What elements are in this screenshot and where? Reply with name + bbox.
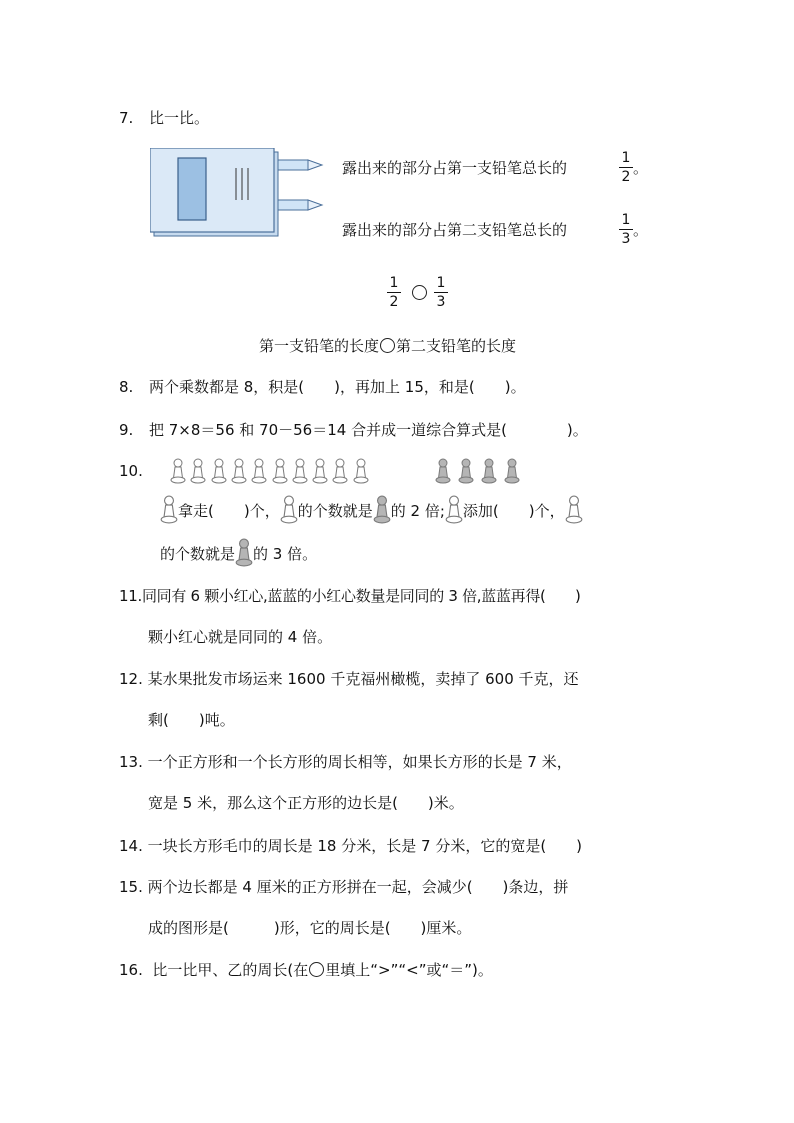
q11-line1: 11.同同有 6 颗小红心,蓝蓝的小红心数量是同同的 3 倍,蓝蓝再得( ): [119, 587, 581, 605]
fraction-denominator: 3: [621, 231, 631, 247]
compare-right-text: 第二支铅笔的长度: [396, 337, 517, 355]
q16-line: 16. 比一比甲、乙的周长(在 里填上“>”“<”或“＝”)。: [119, 961, 493, 979]
box: [150, 148, 274, 232]
q12-line2: 剩( )吨。: [148, 711, 235, 729]
q7-line2: 露出来的部分占第二支铅笔总长的: [342, 221, 568, 239]
q9-label: 9.: [119, 421, 134, 439]
q16-label: 16.: [119, 961, 143, 979]
q13-line1: 13. 一个正方形和一个长方形的周长相等，如果长方形的长是 7 米，: [119, 753, 572, 771]
compare-left-text: 第一支铅笔的长度: [259, 337, 380, 355]
white-pawn-icon: [280, 495, 298, 529]
pencil-1: [278, 160, 322, 170]
white-pawn-icon: [160, 495, 178, 529]
white-pawn-icon: [445, 495, 463, 529]
pencil-2: [278, 200, 322, 210]
q14-line1: 14. 一块长方形毛巾的周长是 18 分米，长是 7 分米，它的宽是( ): [119, 837, 583, 855]
q15-line2: 成的图形是( )形，它的周长是( )厘米。: [148, 919, 472, 937]
q7-fraction-2: [619, 212, 633, 247]
white-pawn-icon: [312, 458, 328, 488]
gray-pawn-icon: [373, 495, 391, 529]
white-pawn-icon: [231, 458, 247, 488]
pencil-box-illustration: [150, 148, 330, 240]
gray-pawn-icon: [458, 458, 474, 488]
q15-line1: 15. 两个边长都是 4 厘米的正方形拼在一起，会减少( )条边，拼: [119, 878, 569, 896]
gray-pawn-icon: [235, 538, 253, 572]
fraction-numerator: 1: [621, 150, 631, 166]
compare-circle-input[interactable]: [380, 338, 395, 353]
box-window: [178, 158, 206, 220]
white-pawn-icon: [332, 458, 348, 488]
q10-line2: 的个数就是 的 3 倍。: [160, 538, 317, 572]
q12-line1: 12. 某水果批发市场运来 1600 千克福州橄榄，卖掉了 600 千克，还: [119, 670, 579, 688]
q8-label: 8.: [119, 378, 134, 396]
white-pawn-icon: [211, 458, 227, 488]
q7-title: 比一比。: [149, 109, 210, 127]
gray-pawn-icon: [504, 458, 520, 488]
white-pawn-icon: [565, 495, 583, 529]
fraction-denominator: 2: [621, 169, 631, 185]
white-pawn-icon: [272, 458, 288, 488]
q11-line2: 颗小红心就是同同的 4 倍。: [148, 628, 333, 646]
q7-fraction-1: [619, 150, 633, 185]
compare-circle-input[interactable]: [412, 285, 427, 300]
circle-symbol: [309, 962, 324, 977]
q7-compare-fraction-a: 1 2: [387, 275, 401, 310]
q7-compare-line: [259, 336, 516, 356]
q10-line1: 拿走( )个， 的个数就是 的 2 倍; 添加( )个，: [160, 495, 583, 529]
white-pawn-icon: [353, 458, 369, 488]
white-pawn-icon: [170, 458, 186, 488]
white-pawn-icon: [251, 458, 267, 488]
q13-line2: 宽是 5 米，那么这个正方形的边长是( )米。: [148, 794, 464, 812]
q10-label: 10.: [119, 462, 143, 480]
white-pawn-icon: [190, 458, 206, 488]
q7-label: 7.: [119, 109, 134, 127]
gray-pawn-icon: [481, 458, 497, 488]
fraction-numerator: 1: [621, 212, 631, 228]
q7-line1: 露出来的部分占第一支铅笔总长的: [342, 159, 568, 177]
white-pawn-icon: [292, 458, 308, 488]
gray-pawn-icon: [435, 458, 451, 488]
q8-text: 两个乘数都是 8，积是( )，再加上 15，和是( )。: [149, 378, 526, 396]
q7-compare-fraction-b: 1 3: [434, 275, 448, 310]
q9-text: 把 7×8＝56 和 70－56＝14 合并成一道综合算式是( )。: [149, 421, 588, 439]
